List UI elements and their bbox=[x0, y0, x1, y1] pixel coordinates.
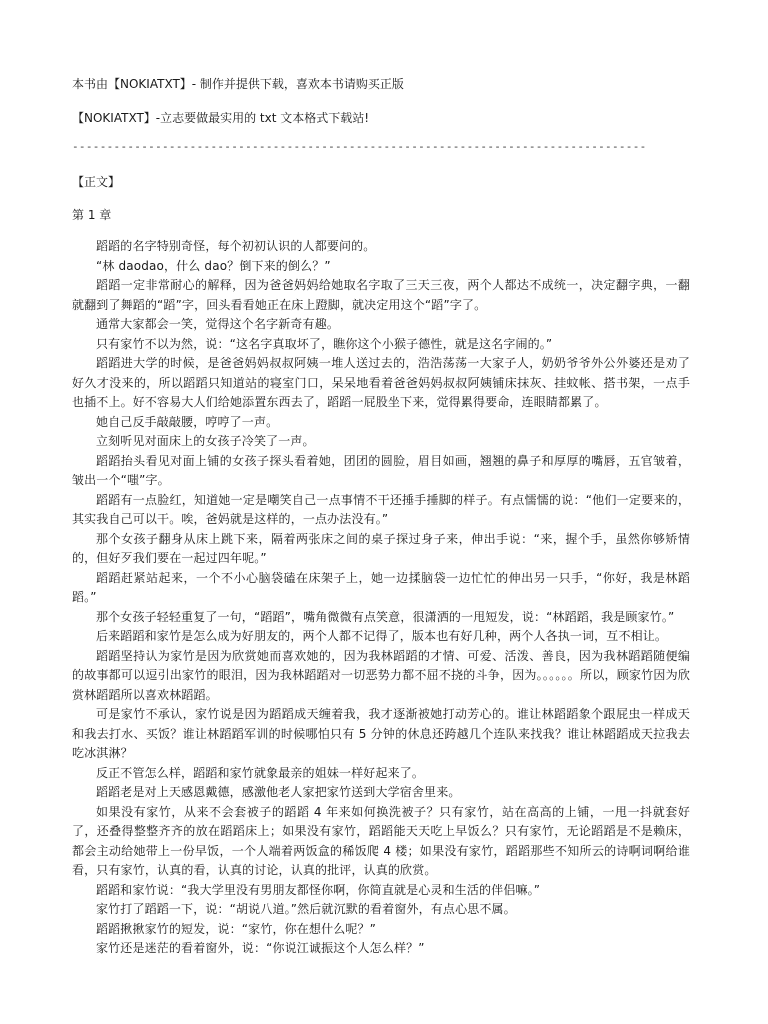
chapter-body bbox=[72, 237, 690, 959]
paragraph: 蹈蹈有一点脸红，知道她一定是嘲笑自己一点事情不干还捶手捶脚的样子。有点懦懦的说：“他们一定要来的，其实我自己可以干。唉，爸妈就是这样的，一点办法没有。” bbox=[72, 492, 690, 526]
paragraph: 后来蹈蹈和家竹是怎么成为好朋友的，两个人都不记得了，版本也有好几种，两个人各执一词，互不相让。 bbox=[96, 629, 668, 643]
divider-line: ----------------------------------------------------------------------------------- bbox=[72, 140, 647, 153]
site-slogan: 【NOKIATXT】-立志要做最实用的 txt 文本格式下载站! bbox=[72, 111, 370, 125]
paragraph: 家竹打了蹈蹈一下，说：“胡说八道。”然后就沉默的看着窗外，有点心思不属。 bbox=[96, 902, 516, 916]
paragraph: 蹈蹈抬头看见对面上铺的女孩子探头看着她，团团的圆脸，眉目如画，翘翘的鼻子和厚厚的嘴唇，五官皱着，皱出一个“嗤”字。 bbox=[72, 453, 690, 487]
chapter-title: 第 1 章 bbox=[72, 208, 112, 222]
section-label: 【正文】 bbox=[72, 175, 121, 189]
paragraph: 她自己反手敲敲腰，哼哼了一声。 bbox=[96, 414, 279, 429]
paragraph: 那个女孩子翻身从床上跳下来，隔着两张床之间的桌子探过身子来，伸出手说：“来，握个手，虽然你够矫情的，但好歹我们要在一起过四年呢。” bbox=[72, 531, 690, 565]
paragraph: 只有家竹不以为然，说：“这名字真取坏了，瞧你这个小猴子德性，就是这名字闹的。” bbox=[96, 336, 553, 351]
paragraph: 蹈蹈坚持认为家竹是因为欣赏她而喜欢她的，因为我林蹈蹈的才情、可爱、活泼、善良，因为我林蹈蹈随便编的故事都可以逗引出家竹的眼泪，因为我林蹈蹈对一切恶势力都不屈不挠的斗争，因为。。。。。。所以，顾家竹因为欣赏林蹈蹈所以喜欢林蹈蹈。 bbox=[72, 648, 690, 702]
paragraph: 蹈蹈老是对上天感恩戴德，感激他老人家把家竹送到大学宿舍里来。 bbox=[96, 785, 461, 799]
paragraph: 那个女孩子轻轻重复了一句，“蹈蹈”，嘴角微微有点笑意，很潇洒的一甩短发，说：“林蹈蹈，我是顾家竹。” bbox=[96, 609, 675, 624]
paragraph: 可是家竹不承认，家竹说是因为蹈蹈成天缠着我，我才逐渐被她打动芳心的。谁让林蹈蹈象个跟屁虫一样成天和我去打水、买饭？谁让林蹈蹈军训的时候哪怕只有 5 分钟的休息还跨越几个连队来找我？谁让林蹈蹈成天拉我去吃冰淇淋？ bbox=[72, 707, 690, 760]
paragraph: 蹈蹈揪揪家竹的短发，说：“家竹，你在想什么呢？” bbox=[96, 921, 377, 936]
paragraph: 蹈蹈进大学的时候，是爸爸妈妈叔叔阿姨一堆人送过去的，浩浩荡荡一大家子人，奶奶爷爷外公外婆还是劝了好久才没来的，所以蹈蹈只知道站的寝室门口，呆呆地看着爸爸妈妈叔叔阿姨铺床抹灰、挂蚊帐、搭书架，一点手也插不上。好不容易大人们给她添置东西去了，蹈蹈一屁股坐下来，觉得累得要命，连眼睛都累了。 bbox=[72, 356, 690, 409]
paragraph: 蹈蹈的名字特别奇怪，每个初初认识的人都要问的。 bbox=[96, 239, 376, 253]
paragraph: 蹈蹈赶紧站起来，一个不小心脑袋磕在床架子上，她一边揉脑袋一边忙忙的伸出另一只手，“你好，我是林蹈蹈。” bbox=[72, 570, 690, 604]
paragraph: 立刻听见对面床上的女孩子冷笑了一声。 bbox=[96, 434, 315, 448]
paragraph: 家竹还是迷茫的看着窗外，说：“你说江诚振这个人怎么样？” bbox=[96, 941, 425, 955]
paragraph: 通常大家都会一笑，觉得这个名字新奇有趣。 bbox=[96, 317, 340, 331]
paragraph: 如果没有家竹，从来不会套被子的蹈蹈 4 年来如何换洗被子？只有家竹，站在高高的上铺，一甩一抖就套好了，还叠得整整齐齐的放在蹈蹈床上；如果没有家竹，蹈蹈能天天吃上早饭么？只有家竹，无论蹈蹈是不是赖床，都会主动给她带上一份早饭，一个人端着两饭盒的稀饭爬 4 楼；如果没有家竹，蹈蹈那些不知所云的诗啊词啊给谁看，只有家竹，认真的看，认真的讨论，认真的批评，认真的欣赏。 bbox=[72, 804, 690, 877]
paragraph: “林 daodao，什么 dao？倒下来的倒么？” bbox=[96, 258, 331, 273]
paragraph: 蹈蹈一定非常耐心的解释，因为爸爸妈妈给她取名字取了三天三夜，两个人都达不成统一，决定翻字典，一翻就翻到了舞蹈的“蹈”字，回头看看她正在床上蹬脚，就决定用这个“蹈”字了。 bbox=[72, 278, 690, 312]
download-source-notice: 本书由【NOKIATXT】- 制作并提供下载，喜欢本书请购买正版 bbox=[72, 77, 404, 91]
paragraph: 蹈蹈和家竹说：“我大学里没有男朋友都怪你啊，你简直就是心灵和生活的伴侣嘛。” bbox=[96, 882, 541, 897]
paragraph: 反正不管怎么样，蹈蹈和家竹就象最亲的姐妹一样好起来了。 bbox=[96, 765, 425, 780]
